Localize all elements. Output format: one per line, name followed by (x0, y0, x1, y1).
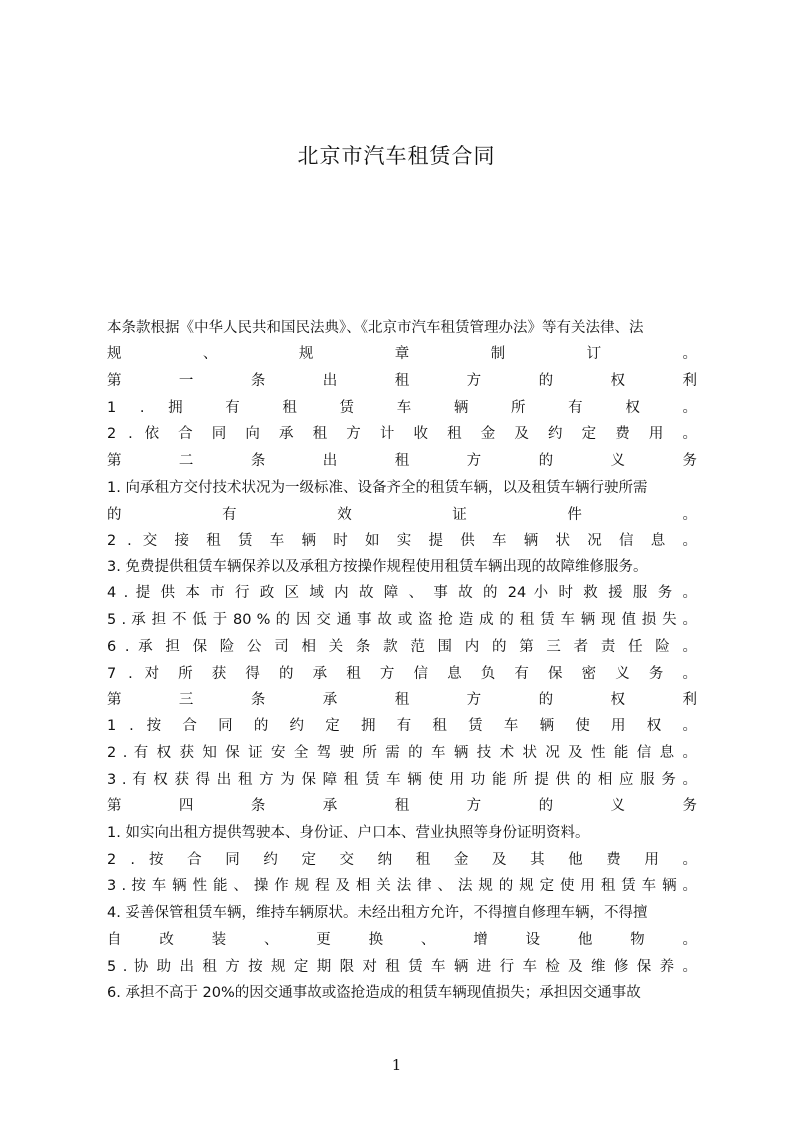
article-heading: 第 一 条 出 租 方 的 权 利 (107, 373, 697, 389)
article-heading: 第 二 条 出 租 方 的 义 务 (107, 453, 697, 469)
article-heading: 第 三 条 承 租 方 的 权 利 (107, 692, 697, 708)
text-line: 2 . 有 权 获 知 保 证 安 全 驾 驶 所 需 的 车 辆 技 术 状 况 及 性 能 信 息 。 (107, 745, 697, 761)
text-line: 本条款根据《中华人民共和国民法典》、《北京市汽车租赁管理办法》等有关法律、法 (107, 320, 644, 336)
text-line: 6 . 承 担 保 险 公 司 相 关 条 款 范 围 内 的 第 三 者 责 任 险 。 (107, 639, 697, 655)
text-line: 1. 如实向出租方提供驾驶本、身份证、户口本、营业执照等身份证明资料。 (107, 825, 590, 841)
text-line: 6. 承担不高于 20%的因交通事故或盗抢造成的租赁车辆现值损失；承担因交通事故 (107, 985, 641, 1001)
text-line: 7 . 对 所 获 得 的 承 租 方 信 息 负 有 保 密 义 务 。 (107, 666, 697, 682)
text-line: 4. 妥善保管租赁车辆，维持车辆原状。未经出租方允许，不得擅自修理车辆，不得擅 (107, 905, 648, 921)
document-title: 北京市汽车租赁合同 (297, 144, 496, 168)
article-heading: 第 四 条 承 租 方 的 义 务 (107, 798, 697, 814)
text-line: 1. 向承租方交付技术状况为一级标准、设备齐全的租赁车辆，以及租赁车辆行驶所需 (107, 480, 648, 496)
text-line: 1 . 拥 有 租 赁 车 辆 所 有 权 。 (107, 400, 697, 416)
text-line: 4 . 提 供 本 市 行 政 区 域 内 故 障 、 事 故 的 24 小 时 救 援 服 务 。 (107, 585, 697, 601)
page-number: 1 (391, 1056, 402, 1074)
text-line: 3 . 按 车 辆 性 能 、 操 作 规 程 及 相 关 法 律 、 法 规 的 规 定 使 用 租 赁 车 辆 。 (107, 878, 697, 894)
text-line: 的 有 效 证 件 。 (107, 507, 697, 523)
text-line: 5 . 承 担 不 低 于 80 % 的 因 交 通 事 故 或 盗 抢 造 成 的 租 赁 车 辆 现 值 损 失 。 (107, 612, 697, 628)
text-line: 1 . 按 合 同 的 约 定 拥 有 租 赁 车 辆 使 用 权 。 (107, 718, 697, 734)
text-line: 5 . 协 助 出 租 方 按 规 定 期 限 对 租 赁 车 辆 进 行 车 检 及 维 修 保 养 。 (107, 959, 697, 975)
text-line: 2 . 交 接 租 赁 车 辆 时 如 实 提 供 车 辆 状 况 信 息 。 (107, 533, 697, 549)
text-line: 3. 免费提供租赁车辆保养以及承租方按操作规程使用租赁车辆出现的故障维修服务。 (107, 559, 648, 575)
text-line: 2 . 依 合 同 向 承 租 方 计 收 租 金 及 约 定 费 用 。 (107, 426, 697, 442)
text-line: 自 改 装 、 更 换 、 增 设 他 物 。 (107, 932, 697, 948)
text-line: 2 . 按 合 同 约 定 交 纳 租 金 及 其 他 费 用 。 (107, 852, 697, 868)
text-line: 3 . 有 权 获 得 出 租 方 为 保 障 租 赁 车 辆 使 用 功 能 所 提 供 的 相 应 服 务 。 (107, 772, 697, 788)
text-line: 规 、 规 章 制 订 。 (107, 346, 697, 362)
